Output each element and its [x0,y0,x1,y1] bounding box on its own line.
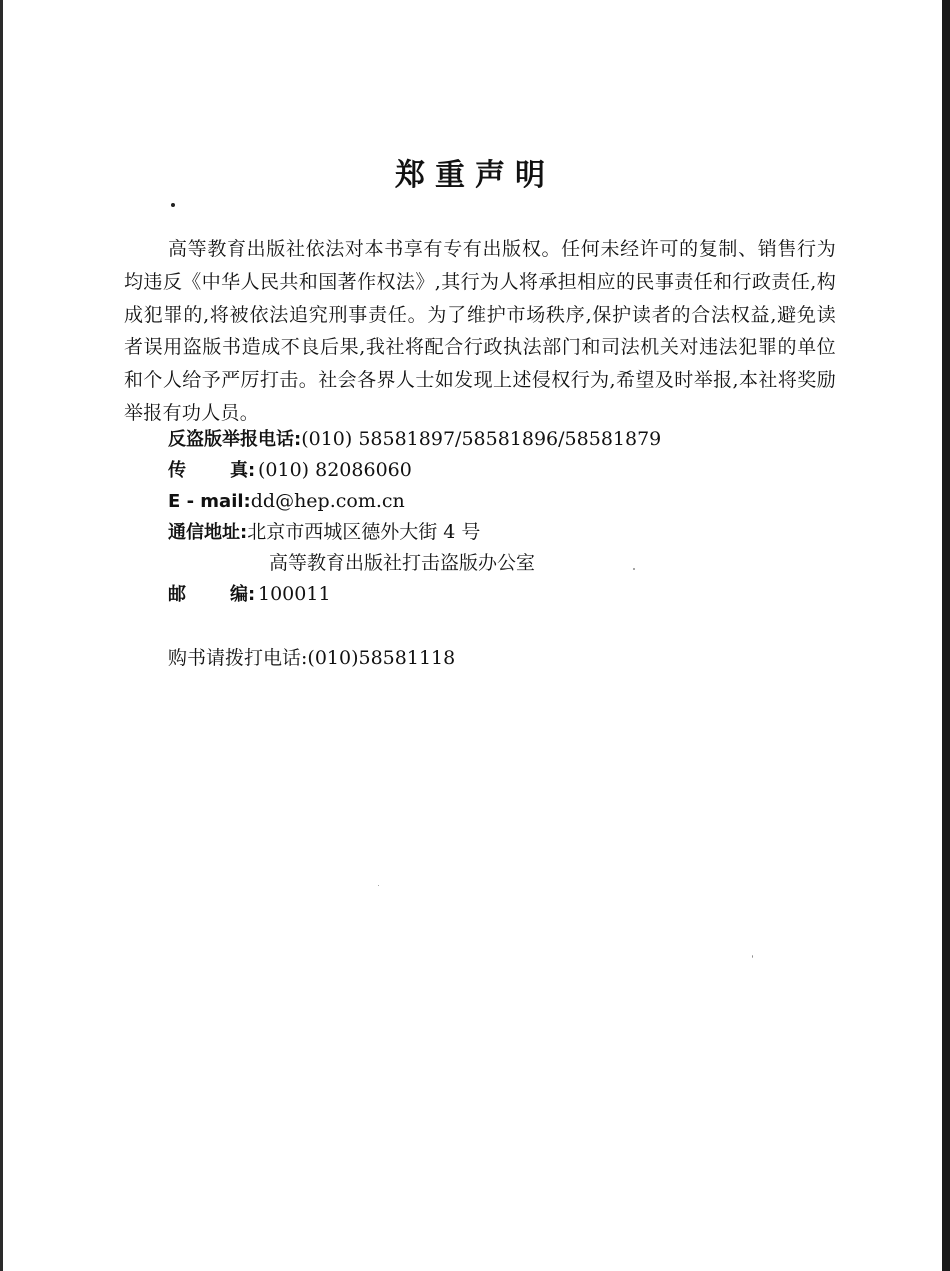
zip-value: 100011 [258,583,331,605]
zip-row [168,582,331,607]
hotline-value: (010) 58581897/58581896/58581879 [301,428,662,450]
email-label: E - mail: [168,491,251,512]
zip-label-part1: 邮 [168,584,186,605]
fax-value: (010) 82086060 [258,459,412,481]
statement-paragraph: 高等教育出版社依法对本书享有专有出版权。任何未经许可的复制、销售行为均违反《中华人民共和国著作权法》,其行为人将承担相应的民事责任和行政责任,构成犯罪的,将被依法追究刑事责任。为了维护市场秩序,保护读者的合法权益,避免读者误用盗版书造成不良后果,我社将配合行政执法部门和司法机关对违法犯罪的单位和个人给予严厉打击。社会各界人士如发现上述侵权行为,希望及时举报,本社将奖励举报有功人员。 [124,238,836,424]
fax-label-part2: 真: [230,460,256,481]
hotline-row [168,427,661,452]
scan-speck [633,568,635,570]
zip-label-part2: 编: [230,584,256,605]
fax-label [168,459,258,483]
address-label: 通信地址: [168,522,248,543]
email-value: dd@hep.com.cn [250,490,405,512]
address-line2: 高等教育出版社打击盗版办公室 [269,552,536,574]
zip-label [168,583,258,607]
scan-speck [752,955,753,958]
purchase-row [168,646,455,670]
purchase-value: (010)58581118 [307,647,456,669]
address-line1: 北京市西城区德外大街 4 号 [247,521,481,543]
email-row [168,489,405,514]
scan-speck [378,885,379,886]
purchase-label: 购书请拨打电话: [168,647,308,669]
address-row [168,520,480,545]
fax-row [168,458,412,483]
hotline-label: 反盗版举报电话: [168,429,302,450]
page-title: 郑重声明 [395,158,555,193]
fax-label-part1: 传 [168,460,186,481]
address-row-2 [269,551,535,575]
bullet-dot [171,203,175,207]
